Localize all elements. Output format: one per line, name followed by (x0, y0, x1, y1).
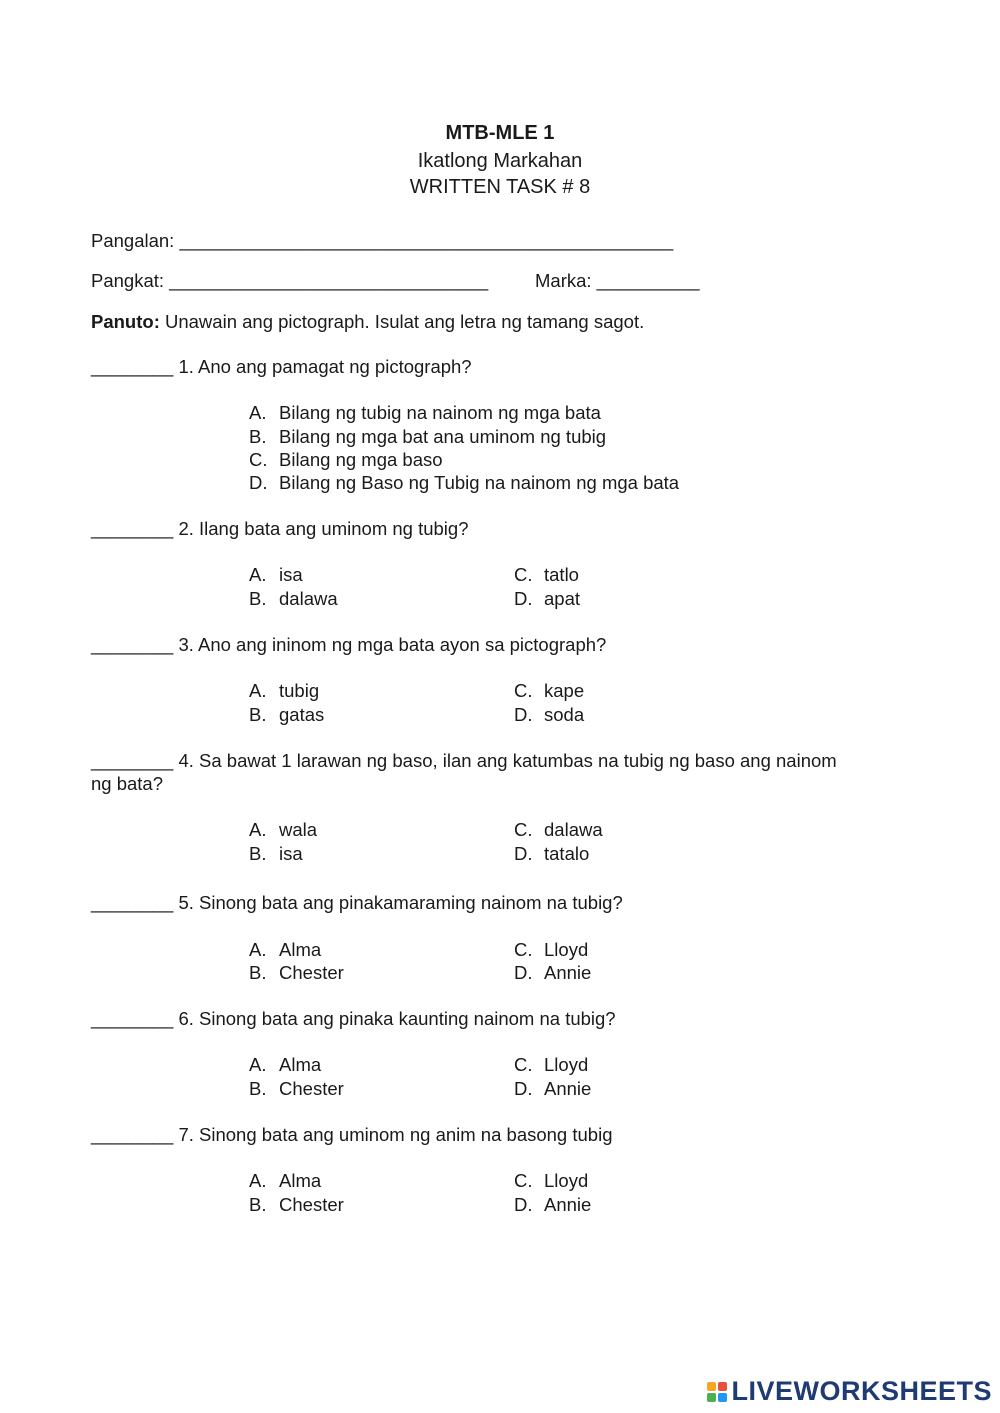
option-5b[interactable]: B. Chester (249, 962, 344, 983)
option-7d[interactable]: D. Annie (514, 1194, 592, 1215)
question-5[interactable]: ________ 5. Sinong bata ang pinakamaraming nainom na tubig? (91, 892, 623, 913)
option-7c[interactable]: C. Lloyd (514, 1170, 589, 1191)
name-field[interactable]: Pangalan: ________________________________________________ (91, 230, 674, 251)
option-5c[interactable]: C. Lloyd (514, 939, 589, 960)
question-3[interactable]: ________ 3. Ano ang ininom ng mga bata ayon sa pictograph? (91, 634, 607, 655)
option-6c[interactable]: C. Lloyd (514, 1054, 589, 1075)
worksheet-subtitle: Ikatlong Markahan (417, 150, 583, 172)
section-field[interactable]: Pangkat: _______________________________ (91, 270, 489, 291)
option-6a[interactable]: A. Alma (249, 1054, 322, 1075)
liveworksheets-logo[interactable] (707, 1376, 992, 1407)
option-3a[interactable]: A. tubig (249, 680, 320, 701)
option-2d[interactable]: D. apat (514, 588, 581, 609)
option-4a[interactable]: A. wala (249, 819, 318, 840)
question-4-continued: ng bata? (91, 773, 164, 794)
question-2[interactable]: ________ 2. Ilang bata ang uminom ng tubig? (91, 518, 469, 539)
option-2c[interactable]: C. tatlo (514, 564, 579, 585)
option-7b[interactable]: B. Chester (249, 1194, 344, 1215)
option-2b[interactable]: B. dalawa (249, 588, 338, 609)
option-4d[interactable]: D. tatalo (514, 843, 590, 864)
worksheet-title: MTB-MLE 1 (445, 122, 555, 144)
question-4[interactable]: ________ 4. Sa bawat 1 larawan ng baso, ilan ang katumbas na tubig ng baso ang nainom (91, 750, 837, 771)
option-7a[interactable]: A. Alma (249, 1170, 322, 1191)
option-3b[interactable]: B. gatas (249, 704, 325, 725)
option-6d[interactable]: D. Annie (514, 1078, 592, 1099)
option-3d[interactable]: D. soda (514, 704, 585, 725)
option-5a[interactable]: A. Alma (249, 939, 322, 960)
option-1d[interactable]: D. Bilang ng Baso ng Tubig na nainom ng mga bata (249, 472, 680, 493)
instructions-label: Panuto: (91, 311, 160, 332)
option-1c[interactable]: C. Bilang ng mga baso (249, 449, 443, 470)
option-2a[interactable]: A. isa (249, 564, 303, 585)
worksheet-task-label: WRITTEN TASK # 8 (409, 176, 591, 198)
option-4c[interactable]: C. dalawa (514, 819, 603, 840)
option-6b[interactable]: B. Chester (249, 1078, 344, 1099)
option-3c[interactable]: C. kape (514, 680, 585, 701)
instructions (91, 310, 644, 333)
logo-text: LIVEWORKSHEETS (731, 1376, 992, 1406)
option-1b[interactable]: B. Bilang ng mga bat ana uminom ng tubig (249, 426, 607, 447)
question-6[interactable]: ________ 6. Sinong bata ang pinaka kaunting nainom na tubig? (91, 1008, 616, 1029)
option-1a[interactable]: A. Bilang ng tubig na nainom ng mga bata (249, 402, 601, 423)
option-4b[interactable]: B. isa (249, 843, 303, 864)
question-7[interactable]: ________ 7. Sinong bata ang uminom ng anim na basong tubig (91, 1124, 613, 1145)
question-1[interactable]: ________ 1. Ano ang pamagat ng pictograph? (91, 356, 472, 377)
option-5d[interactable]: D. Annie (514, 962, 592, 983)
liveworksheets-logo-icon (707, 1382, 727, 1402)
instructions-text: Unawain ang pictograph. Isulat ang letra ng tamang sagot. (159, 311, 645, 332)
score-field[interactable]: Marka: __________ (535, 270, 700, 291)
